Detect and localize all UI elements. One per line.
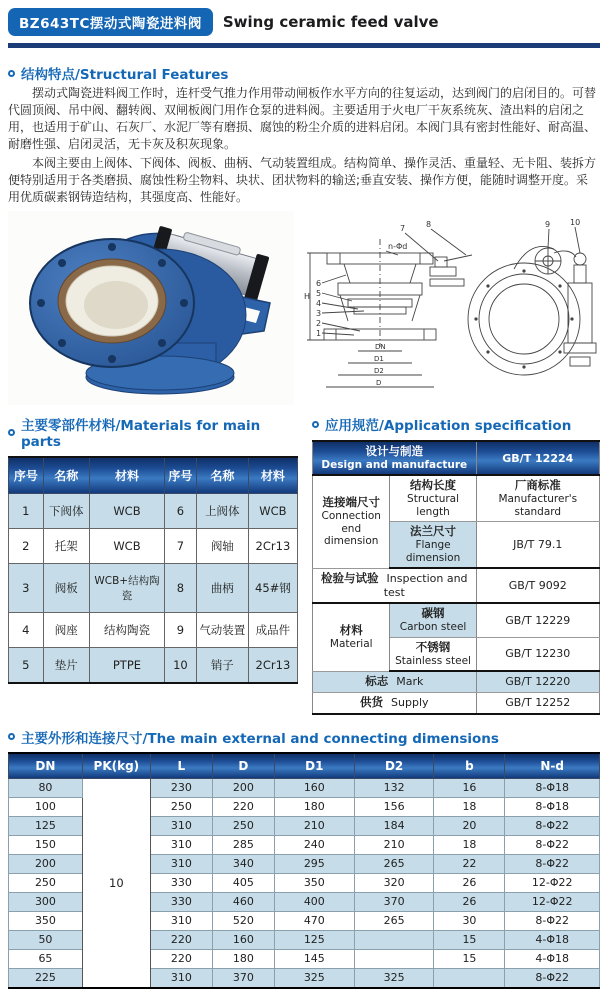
dims-cell: 285 <box>212 835 274 854</box>
table-row <box>9 613 298 648</box>
app-cell-connection <box>313 475 390 568</box>
materials-cell: 2 <box>9 529 44 564</box>
dims-cell: 22 <box>434 854 505 873</box>
dims-header-cell: PK(kg) <box>82 753 150 779</box>
callout-3: 3 <box>316 309 322 318</box>
dims-cell: 8-Φ18 <box>505 778 600 797</box>
section-title-text: 主要外形和连接尺寸/The main external and connecting dimensions <box>21 730 499 747</box>
materials-cell: PTPE <box>89 648 164 684</box>
callout-10: 10 <box>570 218 581 227</box>
dims-cell: 150 <box>9 835 83 854</box>
dims-cell: 310 <box>150 816 212 835</box>
dims-cell: 184 <box>354 816 434 835</box>
features-paragraph-2: 本阀主要由上阀体、下阀体、阀板、曲柄、气动装置组成。结构简单、操作灵活、重量轻、无卡阻、装拆方便特别适用于各类磨损、腐蚀性粉尘物料、块状、团状物料的输送;垂直安装、操作方便，能随时调整开度。采用优质碳素钢铸造结构，其强度高、性能好。 <box>8 156 597 204</box>
dims-cell: 230 <box>150 778 212 797</box>
drawing-label-d1: D1 <box>374 355 384 363</box>
dims-cell: 250 <box>9 873 83 892</box>
materials-table <box>8 456 298 684</box>
drawing-label-d2: D2 <box>374 367 384 375</box>
dims-cell: 350 <box>274 873 354 892</box>
header-divider-bar <box>8 43 600 48</box>
table-header-row <box>9 457 298 494</box>
table-row <box>313 603 600 637</box>
application-header-value: GB/T 12224 <box>476 441 599 475</box>
table-row <box>313 568 600 603</box>
cell-en: Carbon steel <box>399 621 467 634</box>
dims-cell: 100 <box>9 797 83 816</box>
dims-cell: 250 <box>212 816 274 835</box>
dims-cell: 210 <box>354 835 434 854</box>
cell-cn: 供货 <box>360 694 384 709</box>
cell-en: Mark <box>396 675 424 689</box>
dims-cell: 12-Φ22 <box>505 873 600 892</box>
app-cell-material <box>313 603 390 671</box>
header-en: Design and manufacture <box>321 458 468 471</box>
dims-cell: 400 <box>274 892 354 911</box>
materials-cell: WCB <box>89 494 164 529</box>
app-cell-stainless-value: GB/T 12230 <box>476 637 599 671</box>
dims-cell: 156 <box>354 797 434 816</box>
section-title-features <box>8 63 600 83</box>
table-row <box>313 475 600 521</box>
dims-cell: 180 <box>212 949 274 968</box>
table-row <box>313 692 600 713</box>
materials-header-cell: 序号 <box>165 457 197 494</box>
cell-en: Connection end dimension <box>321 510 381 548</box>
dims-cell: 16 <box>434 778 505 797</box>
technical-drawing-svg <box>302 211 600 405</box>
cell-en: Manufacturer's standard <box>498 493 578 518</box>
dims-cell: 310 <box>150 835 212 854</box>
dims-cell: 340 <box>212 854 274 873</box>
dims-cell: 20 <box>434 816 505 835</box>
circle-bullet-icon <box>8 733 15 740</box>
dims-cell: 200 <box>9 854 83 873</box>
table-row <box>9 648 298 684</box>
dims-cell: 210 <box>274 816 354 835</box>
section-dimensions <box>8 727 600 989</box>
materials-header-cell: 名称 <box>196 457 248 494</box>
middle-section <box>8 414 600 715</box>
dims-cell: 12-Φ22 <box>505 892 600 911</box>
cell-en: Supply <box>391 695 429 709</box>
dims-cell: 220 <box>212 797 274 816</box>
app-cell-flange-value: JB/T 79.1 <box>476 522 599 568</box>
cell-en: Flange dimension <box>405 539 461 564</box>
materials-cell: 阀板 <box>43 564 89 613</box>
circle-bullet-icon <box>312 421 319 428</box>
dims-cell: 8-Φ22 <box>505 816 600 835</box>
materials-cell: 45#钢 <box>248 564 297 613</box>
materials-cell: 5 <box>9 648 44 684</box>
materials-cell: 上阀体 <box>196 494 248 529</box>
app-cell-structural-length-value <box>476 475 599 521</box>
materials-cell: 8 <box>165 564 197 613</box>
dims-cell: 8-Φ22 <box>505 911 600 930</box>
drawing-label-d: D <box>376 379 382 387</box>
materials-cell: 2Cr13 <box>248 648 297 684</box>
dims-header-cell: b <box>434 753 505 779</box>
table-row <box>313 671 600 692</box>
dims-cell: 405 <box>212 873 274 892</box>
dims-cell: 65 <box>9 949 83 968</box>
dims-cell: 8-Φ18 <box>505 797 600 816</box>
dims-cell: 220 <box>150 930 212 949</box>
cell-en: Structural length <box>407 493 460 518</box>
callout-9: 9 <box>545 220 551 229</box>
dims-cell: 250 <box>150 797 212 816</box>
dims-cell: 300 <box>9 892 83 911</box>
dims-cell: 8-Φ22 <box>505 968 600 988</box>
callout-6: 6 <box>316 279 322 288</box>
dims-cell: 200 <box>212 778 274 797</box>
dims-cell: 225 <box>9 968 83 988</box>
callout-1: 1 <box>316 329 322 338</box>
dims-header-cell: L <box>150 753 212 779</box>
materials-cell: 下阀体 <box>43 494 89 529</box>
materials-cell: 垫片 <box>43 648 89 684</box>
dims-cell: 50 <box>9 930 83 949</box>
dims-cell: 30 <box>434 911 505 930</box>
dims-cell: 295 <box>274 854 354 873</box>
app-cell-structural-length <box>390 475 476 521</box>
section-structural-features <box>8 63 600 206</box>
section-title-text: 主要零部件材料/Materials for main parts <box>21 418 261 450</box>
cell-cn: 连接端尺寸 <box>322 495 380 510</box>
app-cell-mark-value: GB/T 12220 <box>476 671 599 692</box>
callout-5: 5 <box>316 289 322 298</box>
dims-cell: 15 <box>434 949 505 968</box>
table-row <box>9 529 298 564</box>
app-cell-inspection <box>313 568 477 603</box>
materials-cell: 阀座 <box>43 613 89 648</box>
materials-cell: WCB <box>248 494 297 529</box>
circle-bullet-icon <box>8 70 15 77</box>
dims-cell: 240 <box>274 835 354 854</box>
dims-header-cell: D1 <box>274 753 354 779</box>
table-row <box>9 494 298 529</box>
materials-cell: 结构陶瓷 <box>89 613 164 648</box>
materials-header-cell: 材料 <box>89 457 164 494</box>
app-cell-supply <box>313 692 477 713</box>
section-title-materials <box>8 414 298 450</box>
table-header-row <box>9 753 600 779</box>
dims-cell: 310 <box>150 854 212 873</box>
dims-cell: 350 <box>9 911 83 930</box>
section-title-application <box>312 414 600 434</box>
materials-header-cell: 名称 <box>43 457 89 494</box>
dims-cell: 160 <box>274 778 354 797</box>
dims-cell: 8-Φ22 <box>505 835 600 854</box>
materials-header-cell: 序号 <box>9 457 44 494</box>
dims-cell: 15 <box>434 930 505 949</box>
dims-cell: 325 <box>354 968 434 988</box>
dims-cell: 310 <box>150 968 212 988</box>
cell-en: Inspection and test <box>383 572 468 600</box>
dims-cell: 80 <box>9 778 83 797</box>
cell-cn: 检验与试验 <box>321 571 379 586</box>
valve-photo-illustration <box>8 211 294 405</box>
dims-cell: 470 <box>274 911 354 930</box>
dims-cell <box>434 968 505 988</box>
dims-cell: 310 <box>150 911 212 930</box>
table-row <box>9 564 298 613</box>
features-paragraph-1: 摆动式陶瓷进料阀工作时，连杆受气推力作用带动闸板作水平方向的往复运动，达到阀门的启闭目的。可替代圆顶阀、吊中阀、翻转阀、双闸板阀门用作仓泵的进料阀。主要适用于火电厂干灰系统灰、渣出料的启闭之用，也适用于矿山、石灰厂、水泥厂等有磨损、腐蚀的粉尘介质的进料启闭。本阀门具有密封性能好、耐高温、耐磨性强、启闭灵活，无卡灰及积灰现象。 <box>8 86 597 151</box>
materials-cell: 托架 <box>43 529 89 564</box>
model-badge: BZ643TC摆动式陶瓷进料阀 <box>8 8 213 36</box>
materials-cell: 曲柄 <box>196 564 248 613</box>
dims-cell: 330 <box>150 873 212 892</box>
app-cell-carbon-value: GB/T 12229 <box>476 603 599 637</box>
materials-cell: 阀轴 <box>196 529 248 564</box>
materials-header-cell: 材料 <box>248 457 297 494</box>
cell-cn: 不锈钢 <box>415 639 451 654</box>
dims-cell: 125 <box>274 930 354 949</box>
materials-cell: 销子 <box>196 648 248 684</box>
callout-7: 7 <box>400 224 406 233</box>
dims-cell: 18 <box>434 835 505 854</box>
dims-cell: 370 <box>354 892 434 911</box>
materials-cell: WCB+结构陶瓷 <box>89 564 164 613</box>
cell-cn: 材料 <box>339 623 363 638</box>
section-materials <box>8 414 298 684</box>
dims-cell: 520 <box>212 911 274 930</box>
materials-cell: 7 <box>165 529 197 564</box>
materials-cell: 9 <box>165 613 197 648</box>
product-photo <box>8 211 294 405</box>
materials-cell: 1 <box>9 494 44 529</box>
app-cell-supply-value: GB/T 12252 <box>476 692 599 713</box>
cell-cn: 碳钢 <box>421 606 445 621</box>
materials-cell: 气动装置 <box>196 613 248 648</box>
dims-cell: 370 <box>212 968 274 988</box>
dims-cell: 26 <box>434 873 505 892</box>
application-table <box>312 440 600 715</box>
dims-cell <box>354 930 434 949</box>
dims-header-cell: DN <box>9 753 83 779</box>
dims-cell: 220 <box>150 949 212 968</box>
materials-cell: 4 <box>9 613 44 648</box>
dimensions-table <box>8 752 600 989</box>
page-title: Swing ceramic feed valve <box>222 13 439 31</box>
app-cell-flange <box>390 522 476 568</box>
dims-cell: 460 <box>212 892 274 911</box>
app-cell-stainless <box>390 637 476 671</box>
page-header <box>8 8 600 36</box>
dims-cell: 325 <box>274 968 354 988</box>
technical-drawing <box>302 211 600 405</box>
dims-header-cell: N-d <box>505 753 600 779</box>
callout-8: 8 <box>426 220 432 229</box>
dims-cell: 132 <box>354 778 434 797</box>
table-header-row <box>313 441 600 475</box>
materials-cell: WCB <box>89 529 164 564</box>
materials-cell: 3 <box>9 564 44 613</box>
app-cell-carbon <box>390 603 476 637</box>
dims-header-cell: D2 <box>354 753 434 779</box>
section-title-text: 结构特点/Structural Features <box>21 67 229 83</box>
dims-cell <box>354 949 434 968</box>
drawing-label-n-d: n-Φd <box>388 242 408 251</box>
drawing-label-h: H <box>304 292 311 301</box>
dims-cell: 125 <box>9 816 83 835</box>
cell-cn: 标志 <box>365 674 389 689</box>
callout-4: 4 <box>316 299 322 308</box>
table-row <box>9 778 600 797</box>
dims-cell: 180 <box>274 797 354 816</box>
dims-cell: 145 <box>274 949 354 968</box>
materials-cell: 2Cr13 <box>248 529 297 564</box>
dims-cell: 26 <box>434 892 505 911</box>
dims-cell-pk: 10 <box>82 778 150 988</box>
dims-cell: 18 <box>434 797 505 816</box>
dims-cell: 160 <box>212 930 274 949</box>
dims-cell: 320 <box>354 873 434 892</box>
materials-cell: 6 <box>165 494 197 529</box>
cell-cn: 法兰尺寸 <box>410 524 457 539</box>
cell-cn: 结构长度 <box>410 478 457 493</box>
dims-cell: 4-Φ18 <box>505 930 600 949</box>
section-title-dimensions <box>8 727 600 747</box>
section-application <box>312 414 600 715</box>
section-title-text: 应用规范/Application specification <box>325 418 572 434</box>
dims-cell: 330 <box>150 892 212 911</box>
dims-cell: 8-Φ22 <box>505 854 600 873</box>
images-row <box>8 211 600 405</box>
callout-2: 2 <box>316 319 322 328</box>
materials-cell: 10 <box>165 648 197 684</box>
application-header-cell <box>313 441 477 475</box>
app-cell-mark <box>313 671 477 692</box>
dims-cell: 265 <box>354 854 434 873</box>
dims-cell: 4-Φ18 <box>505 949 600 968</box>
app-cell-inspection-value: GB/T 9092 <box>476 568 599 603</box>
dims-cell: 265 <box>354 911 434 930</box>
materials-cell: 成品件 <box>248 613 297 648</box>
cell-en: Material <box>329 638 373 651</box>
dims-header-cell: D <box>212 753 274 779</box>
cell-en: Stainless steel <box>395 654 471 667</box>
header-cn: 设计与制造 <box>365 444 424 458</box>
circle-bullet-icon <box>8 429 15 436</box>
drawing-label-dn: DN <box>375 343 386 351</box>
cell-cn: 厂商标准 <box>514 478 561 493</box>
